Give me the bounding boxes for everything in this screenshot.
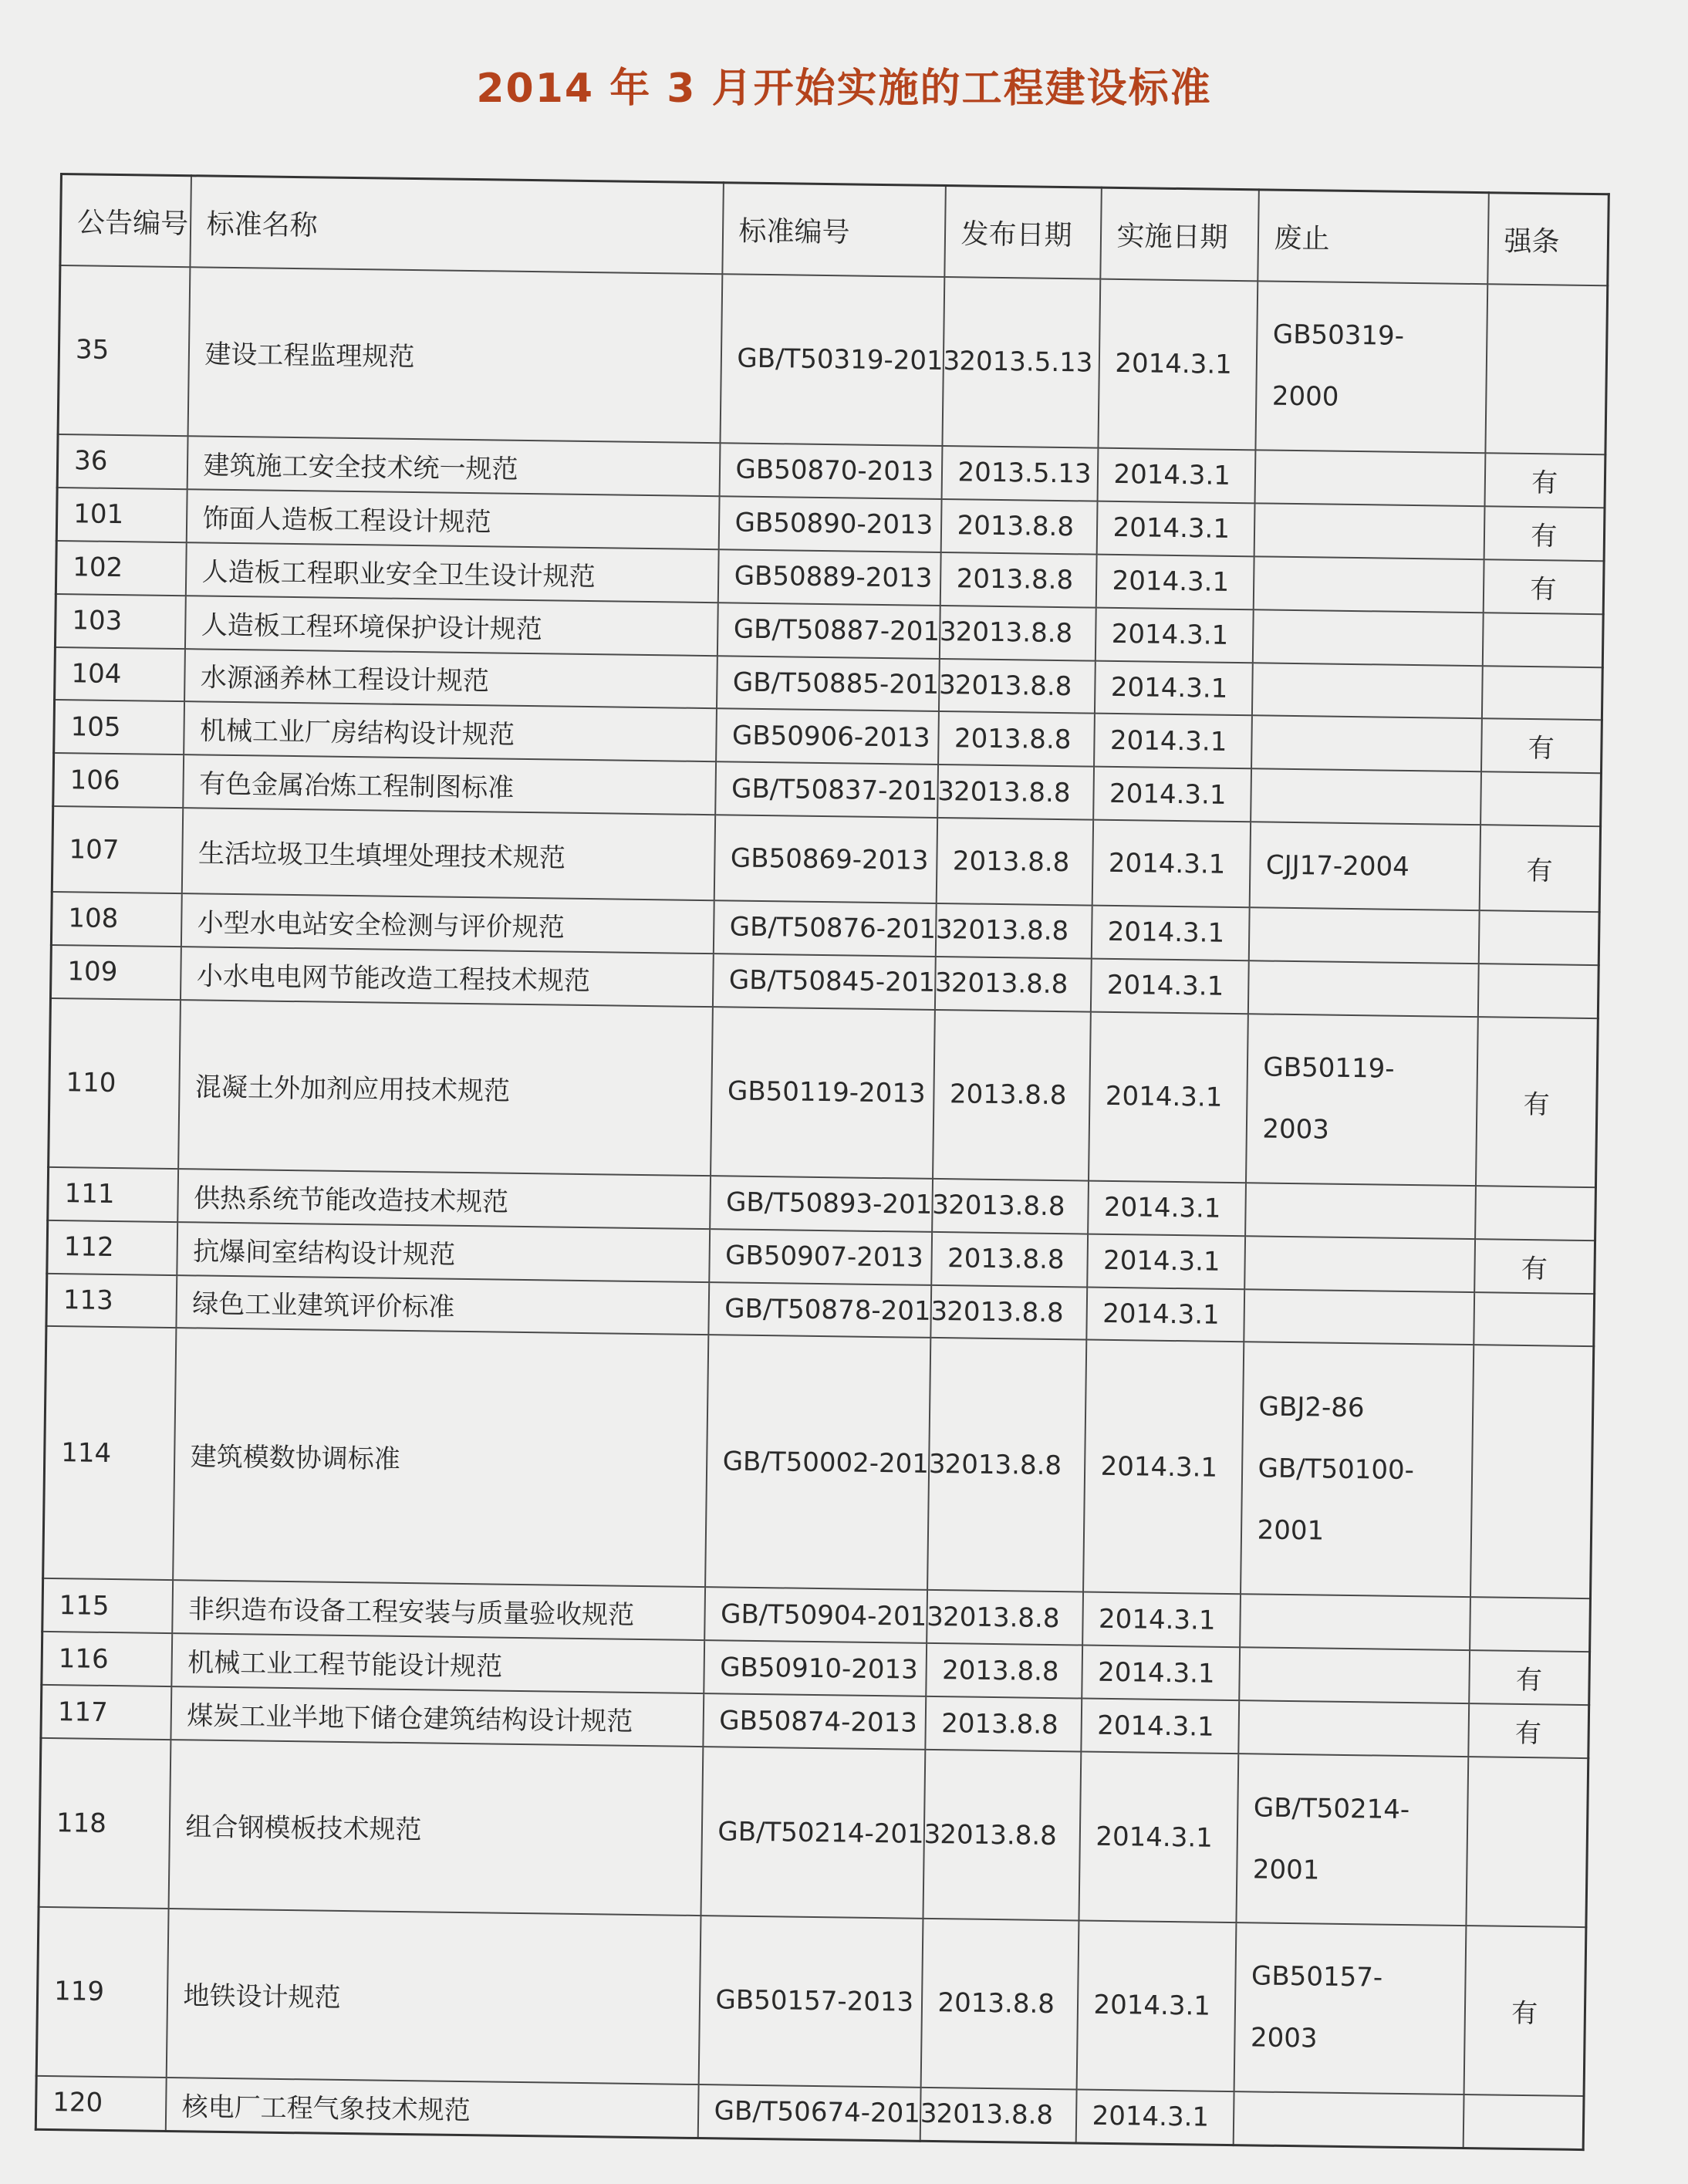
cell-implement-date: 2014.3.1 (1094, 714, 1252, 769)
cell-implement-date: 2014.3.1 (1087, 1234, 1245, 1289)
cell-standard-name: 地铁设计规范 (166, 1909, 701, 2084)
cell-publish-date: 2013.8.8 (939, 606, 1096, 661)
cell-mandatory: 有 (1474, 1239, 1595, 1294)
cell-publish-date: 2013.8.8 (930, 1284, 1087, 1340)
cell-replaces (1251, 769, 1481, 825)
cell-standard-name: 水源涵养林工程设计规范 (184, 649, 717, 709)
cell-standard-name: 机械工业工程节能设计规范 (171, 1633, 704, 1693)
cell-mandatory (1463, 2095, 1584, 2150)
page-title: 2014 年 3 月开始实施的工程建设标准 (476, 66, 1212, 112)
cell-standard-name: 核电厂工程气象技术规范 (165, 2078, 698, 2138)
cell-publish-date: 2013.5.13 (941, 446, 1098, 501)
cell-standard-code: GB/T50885-2013 (716, 656, 939, 712)
cell-announcement-no: 107 (52, 806, 182, 893)
cell-publish-date: 2013.5.13 (942, 277, 1100, 448)
cell-mandatory (1480, 771, 1602, 826)
table-body (35, 265, 1607, 2150)
standards-table (35, 173, 1610, 2151)
cell-implement-date: 2014.3.1 (1082, 1592, 1241, 1648)
cell-standard-code: GB50870-2013 (719, 443, 942, 499)
header-publish-date: 发布日期 (944, 186, 1102, 279)
cell-replaces: GBJ2-86 GB/T50100-2001 (1241, 1342, 1474, 1598)
cell-publish-date: 2013.8.8 (927, 1590, 1083, 1646)
header-implement-date: 实施日期 (1100, 187, 1259, 281)
cell-standard-name: 建筑施工安全技术统一规范 (187, 436, 720, 496)
cell-implement-date: 2014.3.1 (1096, 501, 1254, 556)
cell-standard-code: GB/T50876-2013 (713, 900, 936, 957)
cell-implement-date: 2014.3.1 (1079, 1752, 1238, 1923)
cell-standard-code: GB50907-2013 (709, 1229, 932, 1285)
cell-mandatory: 有 (1484, 506, 1605, 561)
cell-replaces (1247, 960, 1478, 1017)
cell-mandatory (1485, 284, 1608, 454)
cell-announcement-no: 109 (50, 945, 181, 1000)
cell-publish-date: 2013.8.8 (936, 818, 1092, 905)
cell-standard-name: 有色金属冶炼工程制图标准 (183, 754, 716, 815)
cell-standard-name: 煤炭工业半地下储仓建筑结构设计规范 (170, 1686, 704, 1747)
cell-implement-date: 2014.3.1 (1088, 1180, 1246, 1236)
cell-announcement-no: 108 (51, 892, 181, 947)
cell-announcement-no: 110 (49, 998, 181, 1169)
cell-publish-date: 2013.8.8 (938, 658, 1095, 714)
table-row (49, 998, 1599, 1187)
cell-standard-code: GB50874-2013 (703, 1693, 926, 1750)
cell-mandatory: 有 (1480, 719, 1602, 774)
cell-mandatory: 有 (1475, 1017, 1598, 1187)
cell-replaces (1238, 1700, 1469, 1757)
cell-publish-date: 2013.8.8 (935, 903, 1092, 959)
cell-mandatory: 有 (1469, 1650, 1590, 1705)
cell-implement-date: 2014.3.1 (1083, 1340, 1244, 1595)
cell-standard-name: 生活垃圾卫生填埋处理技术规范 (181, 808, 714, 900)
cell-standard-code: GB/T50837-2013 (715, 761, 938, 818)
cell-announcement-no: 105 (54, 700, 184, 754)
cell-replaces (1253, 556, 1484, 613)
cell-announcement-no: 111 (48, 1167, 178, 1222)
cell-standard-code: GB/T50887-2013 (717, 603, 940, 659)
cell-announcement-no: 114 (43, 1326, 176, 1580)
cell-standard-code: GB50890-2013 (718, 496, 941, 552)
cell-mandatory (1477, 964, 1599, 1018)
cell-announcement-no: 104 (55, 646, 185, 701)
cell-replaces (1244, 1236, 1475, 1292)
cell-announcement-no: 116 (42, 1632, 172, 1686)
cell-replaces (1254, 503, 1484, 559)
cell-implement-date: 2014.3.1 (1082, 1646, 1240, 1701)
cell-mandatory: 有 (1484, 453, 1605, 508)
cell-standard-code: GB/T50878-2013 (708, 1282, 931, 1338)
cell-publish-date: 2013.8.8 (931, 1231, 1088, 1287)
cell-publish-date: 2013.8.8 (926, 1643, 1082, 1699)
cell-standard-code: GB/T50674-2013 (697, 2084, 920, 2141)
cell-publish-date: 2013.8.8 (940, 552, 1096, 608)
cell-standard-code: GB/T50893-2013 (710, 1176, 933, 1232)
cell-standard-code: GB50889-2013 (717, 549, 940, 606)
cell-mandatory (1482, 613, 1603, 667)
standards-table-wrapper (35, 173, 1608, 2151)
cell-mandatory: 有 (1463, 1926, 1586, 2096)
cell-standard-name: 混凝土外加剂应用技术规范 (178, 1000, 713, 1176)
cell-mandatory (1466, 1757, 1588, 1927)
cell-announcement-no: 120 (35, 2076, 166, 2132)
cell-replaces (1254, 450, 1485, 506)
cell-standard-code: GB/T50319-2013 (720, 274, 944, 446)
cell-publish-date: 2013.8.8 (933, 1010, 1091, 1181)
cell-announcement-no: 115 (42, 1578, 173, 1633)
cell-announcement-no: 112 (47, 1220, 177, 1274)
cell-standard-name: 小型水电站安全检测与评价规范 (181, 893, 714, 954)
table-row (39, 1738, 1588, 1927)
cell-standard-name: 抗爆间室结构设计规范 (177, 1222, 710, 1282)
cell-publish-date: 2013.8.8 (923, 1750, 1081, 1921)
cell-standard-name: 建设工程监理规范 (187, 267, 722, 443)
cell-implement-date: 2014.3.1 (1089, 1011, 1248, 1183)
cell-mandatory (1474, 1292, 1595, 1347)
cell-mandatory (1475, 1186, 1596, 1241)
cell-standard-name: 建筑模数协调标准 (173, 1328, 708, 1587)
cell-implement-date: 2014.3.1 (1095, 607, 1253, 663)
cell-announcement-no: 36 (57, 434, 187, 489)
cell-publish-date: 2013.8.8 (938, 711, 1095, 767)
cell-replaces: GB/T50214-2001 (1236, 1754, 1468, 1926)
cell-standard-code: GB/T50002-2013 (705, 1335, 930, 1591)
cell-announcement-no: 101 (56, 488, 187, 542)
table-row (58, 265, 1608, 454)
cell-replaces (1245, 1183, 1476, 1239)
cell-standard-name: 供热系统节能改造技术规范 (177, 1169, 711, 1229)
cell-standard-code: GB/T50845-2013 (712, 954, 935, 1010)
cell-implement-date: 2014.3.1 (1091, 906, 1249, 961)
cell-replaces (1252, 609, 1483, 666)
cell-replaces (1251, 663, 1482, 719)
cell-standard-code: GB50906-2013 (716, 709, 939, 765)
cell-publish-date: 2013.8.8 (927, 1338, 1086, 1592)
cell-replaces (1240, 1595, 1470, 1651)
cell-standard-name: 机械工业厂房结构设计规范 (184, 702, 717, 762)
cell-standard-name: 非织造布设备工程安装与质量验收规范 (172, 1580, 705, 1640)
cell-standard-name: 组合钢模板技术规范 (168, 1740, 703, 1916)
cell-implement-date: 2014.3.1 (1093, 767, 1251, 822)
cell-implement-date: 2014.3.1 (1090, 958, 1248, 1014)
cell-implement-date: 2014.3.1 (1094, 660, 1252, 716)
cell-mandatory: 有 (1479, 825, 1600, 912)
cell-replaces: GB50119-2003 (1245, 1014, 1477, 1186)
cell-publish-date: 2013.8.8 (920, 2088, 1076, 2143)
cell-announcement-no: 119 (36, 1907, 168, 2078)
cell-implement-date: 2014.3.1 (1075, 2089, 1234, 2145)
cell-replaces (1244, 1289, 1474, 1345)
cell-publish-date: 2013.8.8 (940, 499, 1097, 555)
cell-standard-code: GB/T50214-2013 (701, 1747, 925, 1919)
table-row (43, 1326, 1594, 1598)
cell-mandatory (1481, 666, 1602, 721)
cell-announcement-no: 113 (46, 1273, 177, 1328)
cell-implement-date: 2014.3.1 (1076, 1920, 1236, 2091)
cell-standard-name: 绿色工业建筑评价标准 (176, 1275, 709, 1335)
cell-implement-date: 2014.3.1 (1081, 1699, 1239, 1754)
cell-mandatory (1470, 1345, 1593, 1599)
header-replaces: 废止 (1258, 190, 1489, 284)
cell-replaces (1239, 1647, 1470, 1703)
cell-mandatory: 有 (1468, 1703, 1589, 1758)
cell-announcement-no: 106 (53, 753, 184, 808)
cell-implement-date: 2014.3.1 (1096, 554, 1254, 609)
header-announcement-no: 公告编号 (60, 174, 191, 268)
cell-announcement-no: 117 (41, 1685, 171, 1740)
cell-publish-date: 2013.8.8 (925, 1696, 1082, 1752)
cell-announcement-no: 103 (55, 594, 185, 649)
cell-mandatory: 有 (1483, 559, 1604, 614)
cell-standard-code: GB50869-2013 (714, 815, 937, 903)
cell-standard-name: 小水电电网节能改造工程技术规范 (180, 947, 713, 1007)
cell-announcement-no: 102 (56, 541, 186, 596)
cell-replaces: GB50319-2000 (1255, 281, 1487, 453)
cell-standard-name: 人造板工程环境保护设计规范 (184, 596, 717, 656)
table-row (36, 1907, 1586, 2096)
cell-mandatory (1478, 910, 1599, 965)
cell-standard-code: GB50157-2013 (698, 1916, 923, 2088)
cell-standard-code: GB50910-2013 (704, 1640, 927, 1696)
cell-mandatory (1470, 1597, 1591, 1652)
cell-implement-date: 2014.3.1 (1086, 1287, 1244, 1342)
cell-announcement-no: 118 (39, 1738, 170, 1909)
cell-implement-date: 2014.3.1 (1092, 820, 1250, 907)
cell-publish-date: 2013.8.8 (920, 1919, 1079, 2090)
cell-implement-date: 2014.3.1 (1098, 279, 1258, 451)
cell-publish-date: 2013.8.8 (934, 957, 1091, 1012)
cell-replaces: CJJ17-2004 (1249, 822, 1480, 910)
cell-replaces (1233, 2091, 1463, 2149)
cell-implement-date: 2014.3.1 (1097, 448, 1255, 504)
header-standard-code: 标准编号 (722, 183, 946, 277)
cell-publish-date: 2013.8.8 (937, 765, 1094, 820)
cell-standard-code: GB/T50904-2013 (704, 1587, 927, 1643)
header-standard-name: 标准名称 (190, 176, 723, 275)
cell-standard-code: GB50119-2013 (711, 1007, 935, 1179)
cell-standard-name: 饰面人造板工程设计规范 (186, 489, 719, 549)
cell-replaces (1248, 907, 1479, 964)
cell-replaces (1251, 716, 1482, 772)
cell-standard-name: 人造板工程职业安全卫生设计规范 (185, 542, 718, 603)
cell-replaces: GB50157-2003 (1234, 1922, 1466, 2095)
cell-publish-date: 2013.8.8 (932, 1179, 1089, 1234)
cell-announcement-no: 35 (58, 265, 190, 436)
header-mandatory: 强条 (1487, 193, 1609, 286)
